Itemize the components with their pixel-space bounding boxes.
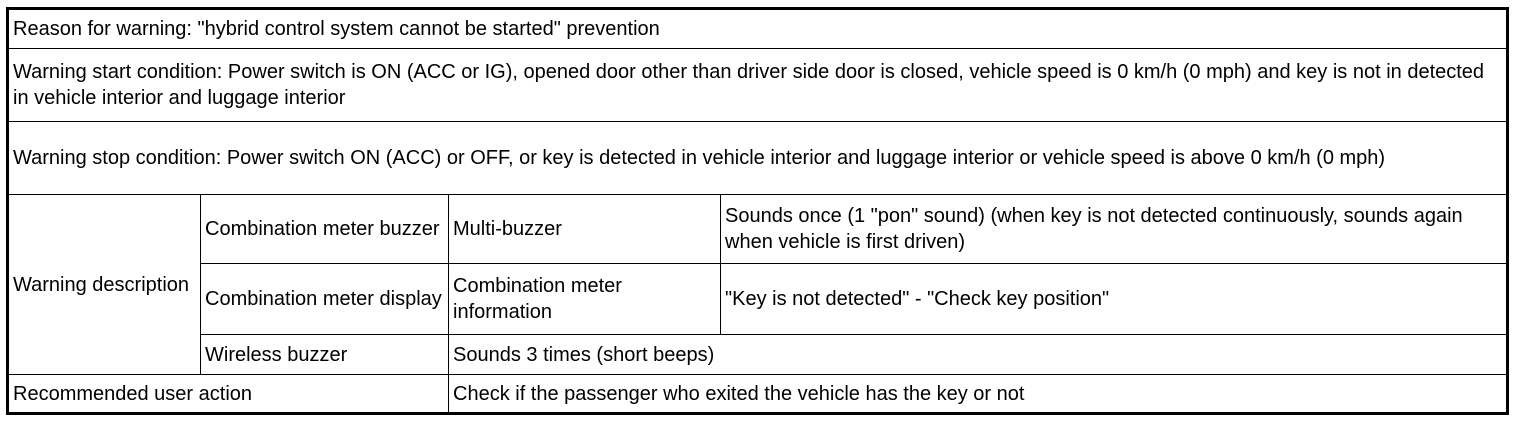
reason-cell: Reason for warning: "hybrid control system cannot be started" prevention: [8, 9, 1508, 49]
start-condition-row: [8, 49, 1508, 122]
type-cell: Multi-buzzer: [449, 195, 721, 264]
reason-row: [8, 9, 1508, 49]
table-row: [8, 264, 1508, 335]
device-cell: Wireless buzzer: [201, 335, 449, 375]
warning-table: [6, 7, 1509, 415]
type-cell: Combination meter information: [449, 264, 721, 335]
stop-condition-row: [8, 122, 1508, 195]
stop-condition-cell: Warning stop condition: Power switch ON (ACC) or OFF, or key is detected in vehicle interior and luggage interior or vehicle speed is above 0 km/h (0 mph): [8, 122, 1508, 195]
warning-description-label: Warning description: [8, 195, 201, 375]
detail-cell: Sounds 3 times (short beeps): [449, 335, 1508, 375]
table-row: [8, 335, 1508, 375]
recommended-action-value: Check if the passenger who exited the vehicle has the key or not: [449, 375, 1508, 414]
recommended-action-row: [8, 375, 1508, 414]
start-condition-cell: Warning start condition: Power switch is ON (ACC or IG), opened door other than driver side door is closed, vehicle speed is 0 km/h (0 mph) and key is not in detected in vehicle interior and luggage interior: [8, 49, 1508, 122]
warning-table-container: [6, 7, 1509, 415]
table-row: [8, 195, 1508, 264]
detail-cell: Sounds once (1 "pon" sound) (when key is not detected continuously, sounds again when vehicle is first driven): [721, 195, 1508, 264]
recommended-action-label: Recommended user action: [8, 375, 449, 414]
device-cell: Combination meter display: [201, 264, 449, 335]
device-cell: Combination meter buzzer: [201, 195, 449, 264]
detail-cell: "Key is not detected" - "Check key position": [721, 264, 1508, 335]
